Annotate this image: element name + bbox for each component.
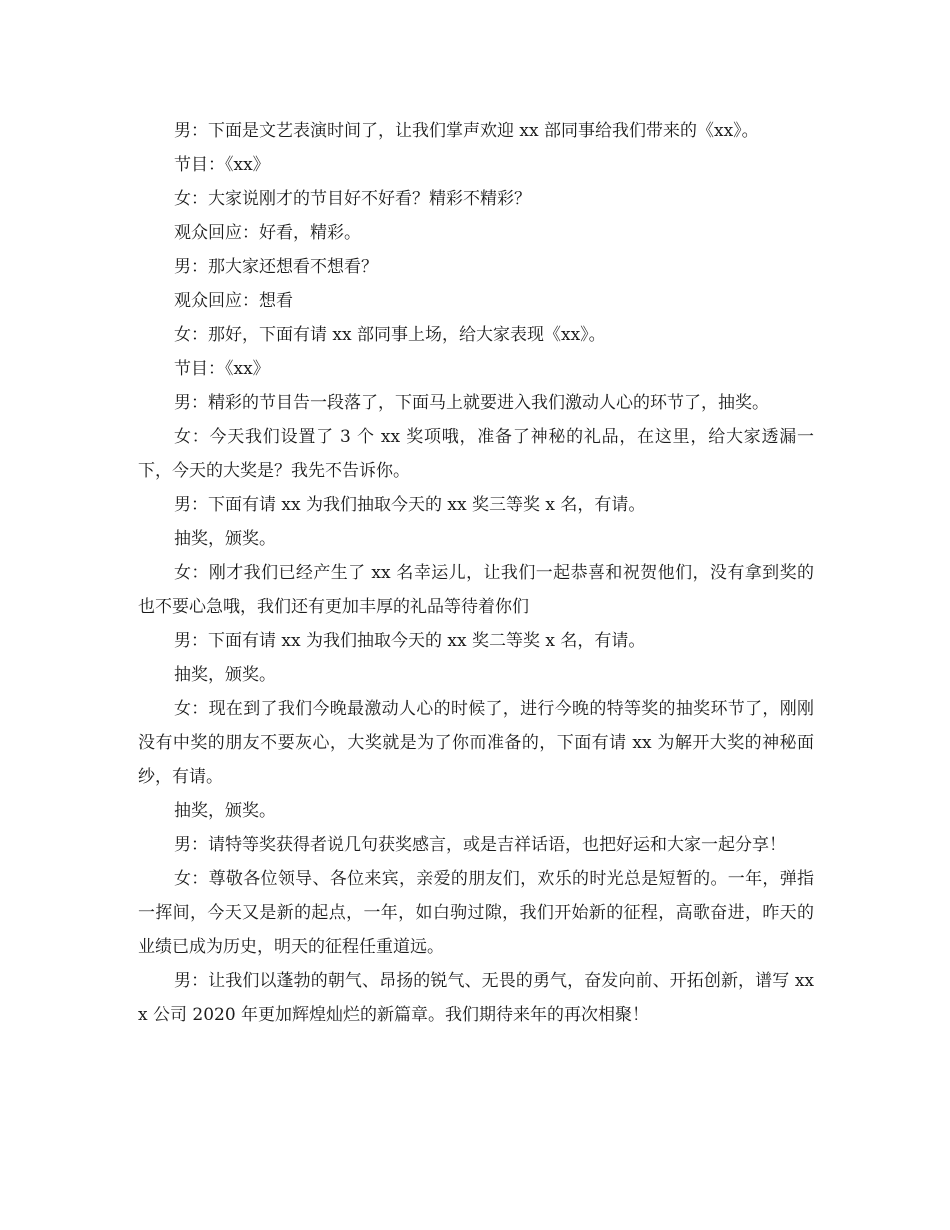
paragraph-15: 抽奖，颁奖。 (174, 665, 276, 685)
paragraph-2: 节目：《xx》 (174, 155, 270, 175)
paragraph-19: 女：尊敬各位领导、各位来宾，亲爱的朋友们，欢乐的时光总是短暂的。一年，弹指一挥间，今天又是新的起点，一年，如白驹过隙，我们开始新的征程，高歌奋进，昨天的业绩已成为历史，明天的征程任重道远。 (138, 869, 814, 957)
paragraph-9: 男：精彩的节目告一段落了，下面马上就要进入我们激动人心的环节了，抽奖。 (174, 393, 769, 413)
paragraph-13: 女：刚才我们已经产生了 xx 名幸运儿，让我们一起恭喜和祝贺他们，没有拿到奖的也不要心急哦，我们还有更加丰厚的礼品等待着你们 (138, 563, 814, 617)
document-body (138, 114, 814, 1032)
paragraph-20: 男：让我们以蓬勃的朝气、昂扬的锐气、无畏的勇气，奋发向前、开拓创新，谱写 xxx 公司 2020 年更加辉煌灿烂的新篇章。我们期待来年的再次相聚！ (138, 971, 814, 1025)
paragraph-7: 女：那好，下面有请 xx 部同事上场，给大家表现《xx》。 (174, 325, 606, 345)
paragraph-4: 观众回应：好看，精彩。 (174, 223, 361, 243)
paragraph-1: 男：下面是文艺表演时间了，让我们掌声欢迎 xx 部同事给我们带来的《xx》。 (174, 121, 759, 141)
paragraph-14: 男：下面有请 xx 为我们抽取今天的 xx 奖二等奖 x 名，有请。 (174, 631, 646, 651)
paragraph-12: 抽奖，颁奖。 (174, 529, 276, 549)
paragraph-16: 女：现在到了我们今晚最激动人心的时候了，进行今晚的特等奖的抽奖环节了，刚刚没有中奖的朋友不要灰心，大奖就是为了你而准备的，下面有请 xx 为解开大奖的神秘面纱，有请。 (138, 699, 814, 787)
paragraph-3: 女：大家说刚才的节目好不好看？精彩不精彩？ (174, 189, 531, 209)
paragraph-17: 抽奖，颁奖。 (174, 801, 276, 821)
paragraph-8: 节目：《xx》 (174, 359, 270, 379)
paragraph-5: 男：那大家还想看不想看？ (174, 257, 378, 277)
paragraph-18: 男：请特等奖获得者说几句获奖感言，或是吉祥话语，也把好运和大家一起分享！ (174, 835, 786, 855)
paragraph-10: 女：今天我们设置了 3 个 xx 奖项哦，准备了神秘的礼品，在这里，给大家透漏一下，今天的大奖是？我先不告诉你。 (138, 427, 814, 481)
paragraph-6: 观众回应：想看 (174, 291, 293, 311)
paragraph-11: 男：下面有请 xx 为我们抽取今天的 xx 奖三等奖 x 名，有请。 (174, 495, 646, 515)
